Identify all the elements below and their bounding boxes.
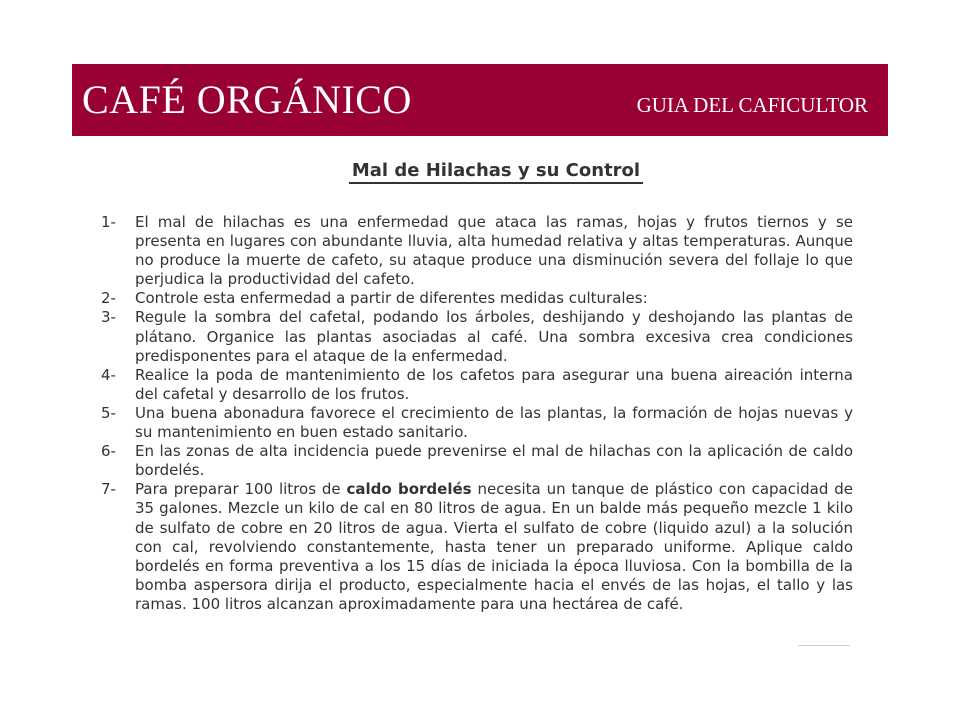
list-item [101,289,853,308]
item-text: Una buena abonadura favorece el crecimiento de las plantas, la formación de hojas nuevas y su mantenimiento en buen estado sanitario. [135,403,853,442]
item-text: El mal de hilachas es una enfermedad que ataca las ramas, hojas y frutos tiernos y se presenta en lugares con abundante lluvia, alta humedad relativa y altas temperaturas. Aunque no produce la muerte de cafeto, su ataque produce una disminución severa del follaje lo que perjudica la productividad del cafeto. [135,213,853,289]
item-text-bold-term: caldo bordelés [346,480,472,499]
header-banner [72,64,888,136]
item-text-rest: necesita un tanque de plástico con capacidad de 35 galones. Mezcle un kilo de cal en 80 litros de agua. En un balde más pequeño mezcle 1 kilo de sulfato de cobre en 20 litros de agua. Vierta el sulfato de cobre (liquido azul) a la solución con cal, revolviendo constantemente, hasta tener un preparado uniforme. Aplique caldo bordelés en forma preventiva a los 15 días de iniciada la época lluviosa. Con la bombilla de la bomba aspersora dirija el producto, especialmente hacia el envés de las hojas, el tallo y las ramas. 100 litros alcanzan aproximadamente para una hectárea de café. [135,480,853,613]
item-text: Regule la sombra del cafetal, podando los árboles, deshijando y deshojando las plantas de plátano. Organice las plantas asociadas al café. Una sombra excesiva crea condiciones predisponentes para el ataque de la enfermedad. [135,308,853,365]
list-item [101,366,853,404]
item-text [135,480,853,614]
list-item [101,442,853,480]
item-number: 7- [101,480,116,499]
list-item [101,404,853,442]
item-text: Controle esta enfermedad a partir de diferentes medidas culturales: [135,289,648,308]
list-item [101,480,853,614]
item-number: 4- [101,365,116,384]
list-item [101,308,853,365]
item-number: 6- [101,442,116,461]
document-title: Mal de Hilachas y su Control [349,160,643,184]
item-text-intro: Para preparar 100 litros de [135,480,347,499]
control-measures-list [101,213,853,614]
item-text: En las zonas de alta incidencia puede prevenirse el mal de hilachas con la aplicación de caldo bordelés. [135,442,853,480]
document-title-row [0,160,960,184]
corner-divider [798,645,850,646]
banner-title: CAFÉ ORGÁNICO [82,77,412,122]
list-item [101,213,853,289]
banner-subtitle: GUIA DEL CAFICULTOR [636,93,868,117]
item-number: 5- [101,403,116,422]
item-number: 3- [101,308,116,327]
item-text: Realice la poda de mantenimiento de los cafetos para asegurar una buena aireación interna del cafetal y desarrollo de los frutos. [135,365,853,403]
item-number: 2- [101,289,116,308]
item-number: 1- [101,213,116,231]
